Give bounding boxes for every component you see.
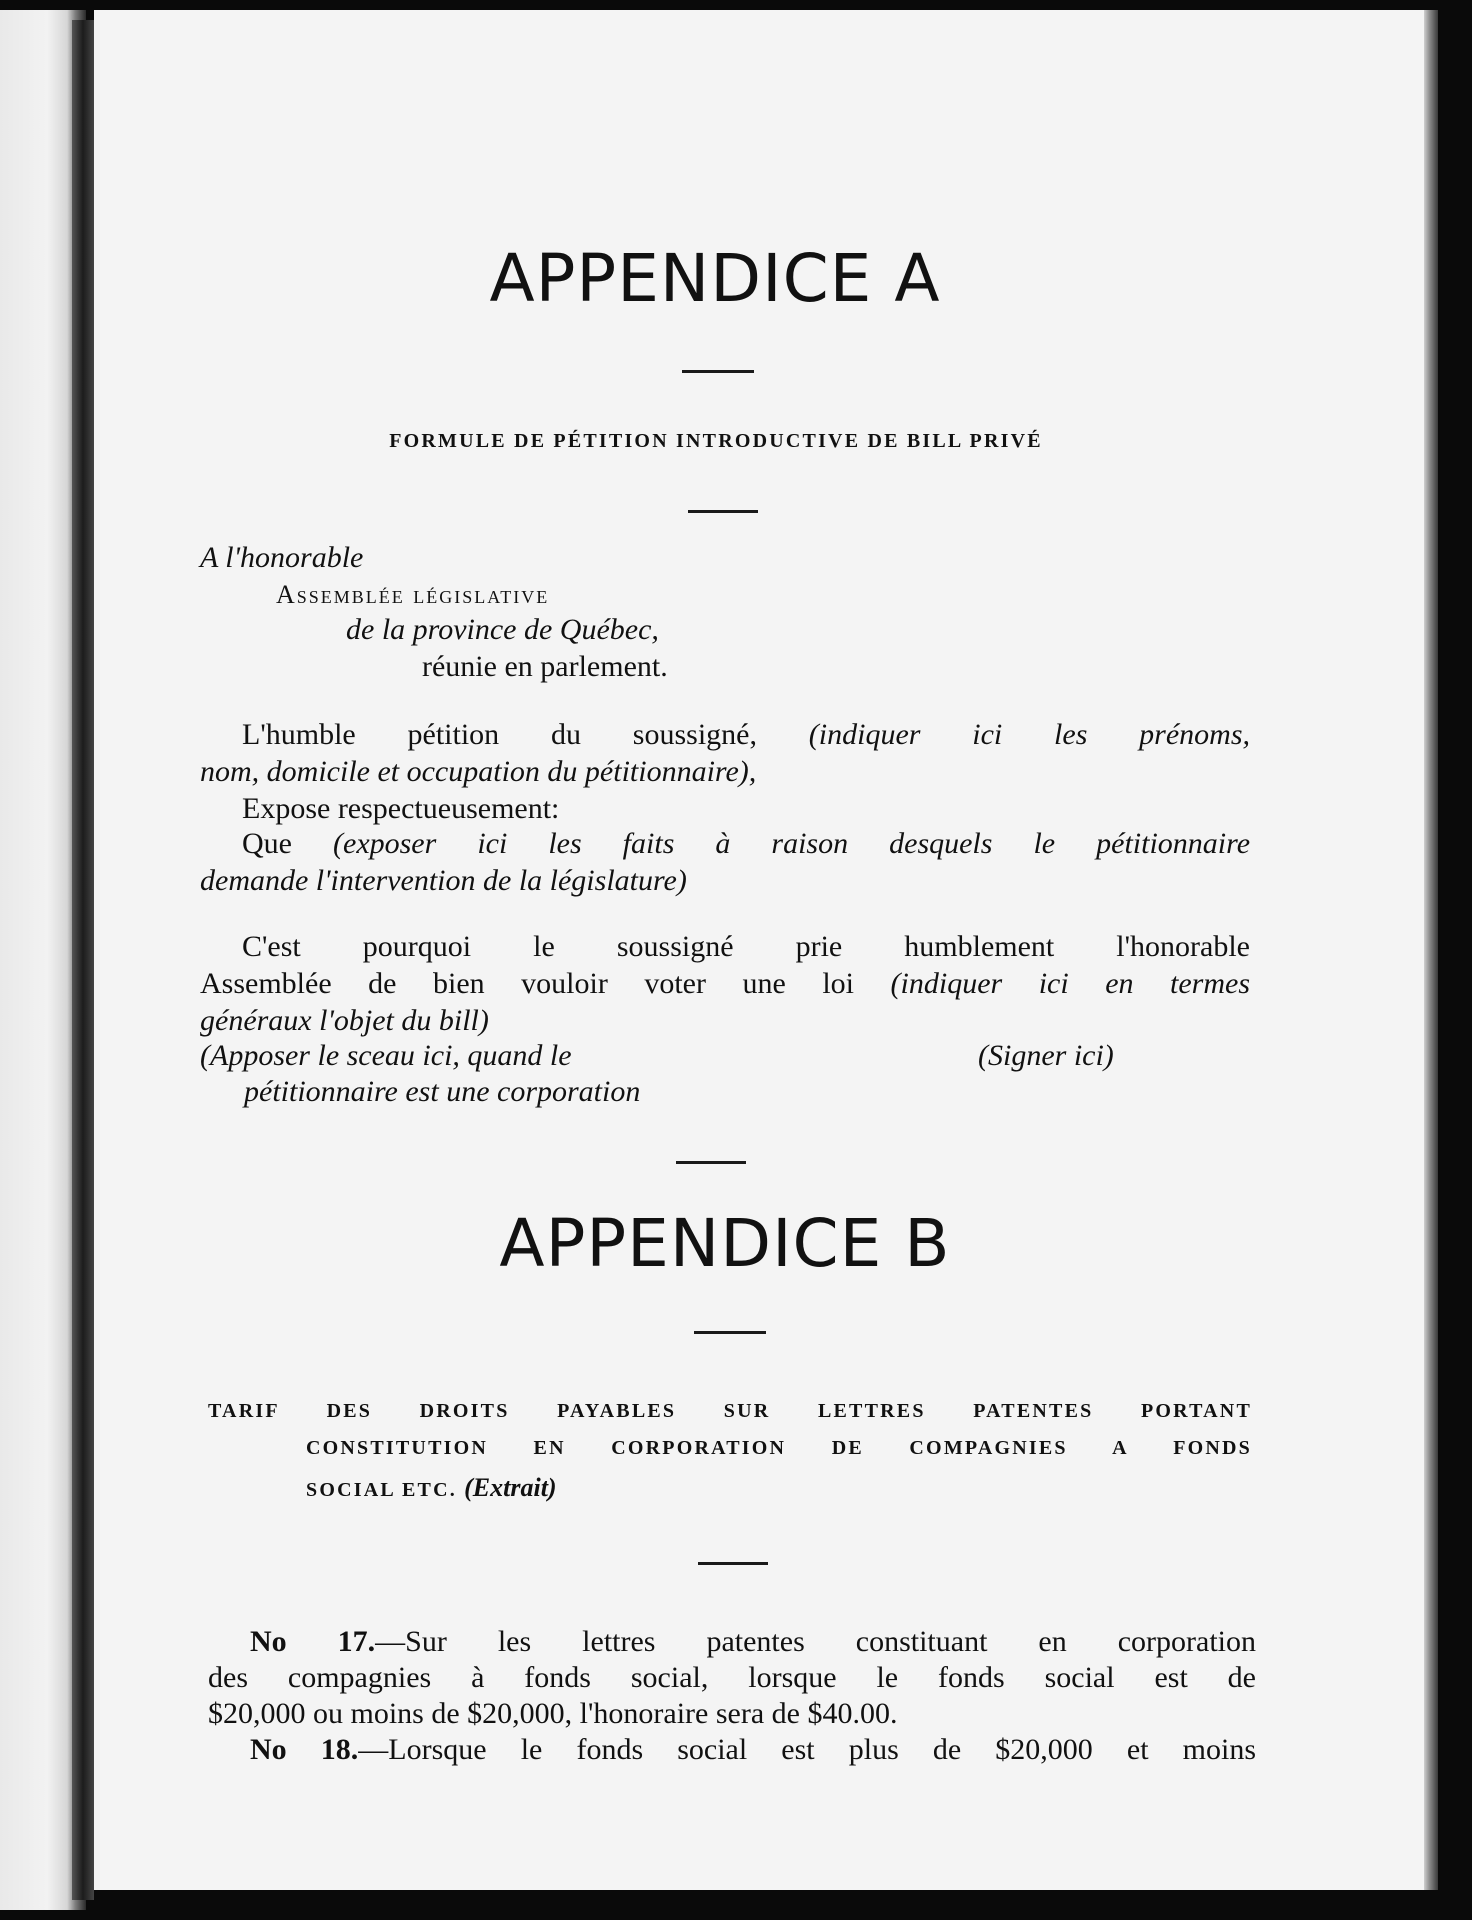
petition-line-4 bbox=[242, 827, 1250, 861]
seal-instruction-2: pétitionnaire est une corporation bbox=[244, 1075, 641, 1108]
petition-instruction: (indiquer ici en termes bbox=[890, 967, 1251, 1000]
right-page-edge bbox=[1424, 10, 1438, 1890]
no17-text: —Sur les lettres patentes constituant en corporation bbox=[375, 1625, 1256, 1658]
address-line-2: Assemblée législative bbox=[276, 580, 550, 609]
divider bbox=[682, 370, 754, 373]
petition-line-2: nom, domicile et occupation du pétitionnaire), bbox=[200, 755, 757, 788]
no18-text: —Lorsque le fonds social est plus de $20,000 et moins bbox=[358, 1733, 1256, 1766]
no17-line-3: $20,000 ou moins de $20,000, l'honoraire sera de $40.00. bbox=[208, 1697, 898, 1730]
no18-label: No 18. bbox=[250, 1733, 359, 1766]
seal-instruction-1: (Apposer le sceau ici, quand le bbox=[200, 1039, 572, 1072]
petition-line-1 bbox=[200, 718, 1250, 752]
address-line-3: de la province de Québec, bbox=[346, 613, 659, 646]
petition-text: L'humble pétition du soussigné, bbox=[242, 718, 757, 751]
no17-line-2: des compagnies à fonds social, lorsque le fonds social est de bbox=[208, 1661, 1256, 1694]
no17-label: No 17. bbox=[250, 1625, 376, 1658]
no17-line-1 bbox=[250, 1625, 1256, 1659]
tariff-title-line-1: TARIF DES DROITS PAYABLES SUR LETTRES PATENTES PORTANT bbox=[208, 1400, 1252, 1422]
tariff-title-line-2: CONSTITUTION EN CORPORATION DE COMPAGNIES A FONDS bbox=[306, 1437, 1252, 1459]
petition-instruction: (exposer ici les faits à raison desquels le pétitionnaire bbox=[333, 827, 1251, 860]
signature-instruction: (Signer ici) bbox=[978, 1039, 1114, 1072]
address-line-1: A l'honorable bbox=[200, 541, 364, 574]
book-spine bbox=[72, 20, 94, 1900]
petition-line-3: Expose respectueusement: bbox=[242, 792, 560, 825]
tariff-extract: (Extrait) bbox=[464, 1473, 557, 1502]
petition-line-6: C'est pourquoi le soussigné prie humblement l'honorable bbox=[242, 930, 1250, 963]
petition-text: Assemblée de bien vouloir voter une loi bbox=[200, 967, 854, 1000]
tariff-title-text: SOCIAL ETC. bbox=[306, 1479, 457, 1501]
no18-line-1 bbox=[250, 1733, 1256, 1767]
petition-text: Que bbox=[242, 827, 292, 860]
petition-instruction: (indiquer ici les prénoms, bbox=[808, 718, 1251, 751]
tariff-title-line-3 bbox=[306, 1473, 557, 1503]
divider bbox=[694, 1331, 766, 1334]
form-title: FORMULE DE PÉTITION INTRODUCTIVE DE BILL PRIVÉ bbox=[389, 430, 1043, 452]
petition-line-8: généraux l'objet du bill) bbox=[200, 1004, 489, 1037]
divider bbox=[688, 510, 758, 513]
address-line-4: réunie en parlement. bbox=[422, 650, 668, 683]
petition-line-5: demande l'intervention de la législature) bbox=[200, 864, 687, 897]
divider bbox=[698, 1562, 768, 1565]
appendix-a-heading: APPENDICE A bbox=[489, 240, 941, 317]
divider bbox=[676, 1161, 746, 1164]
petition-line-7 bbox=[200, 967, 1250, 1001]
appendix-b-heading: APPENDICE B bbox=[499, 1205, 951, 1282]
